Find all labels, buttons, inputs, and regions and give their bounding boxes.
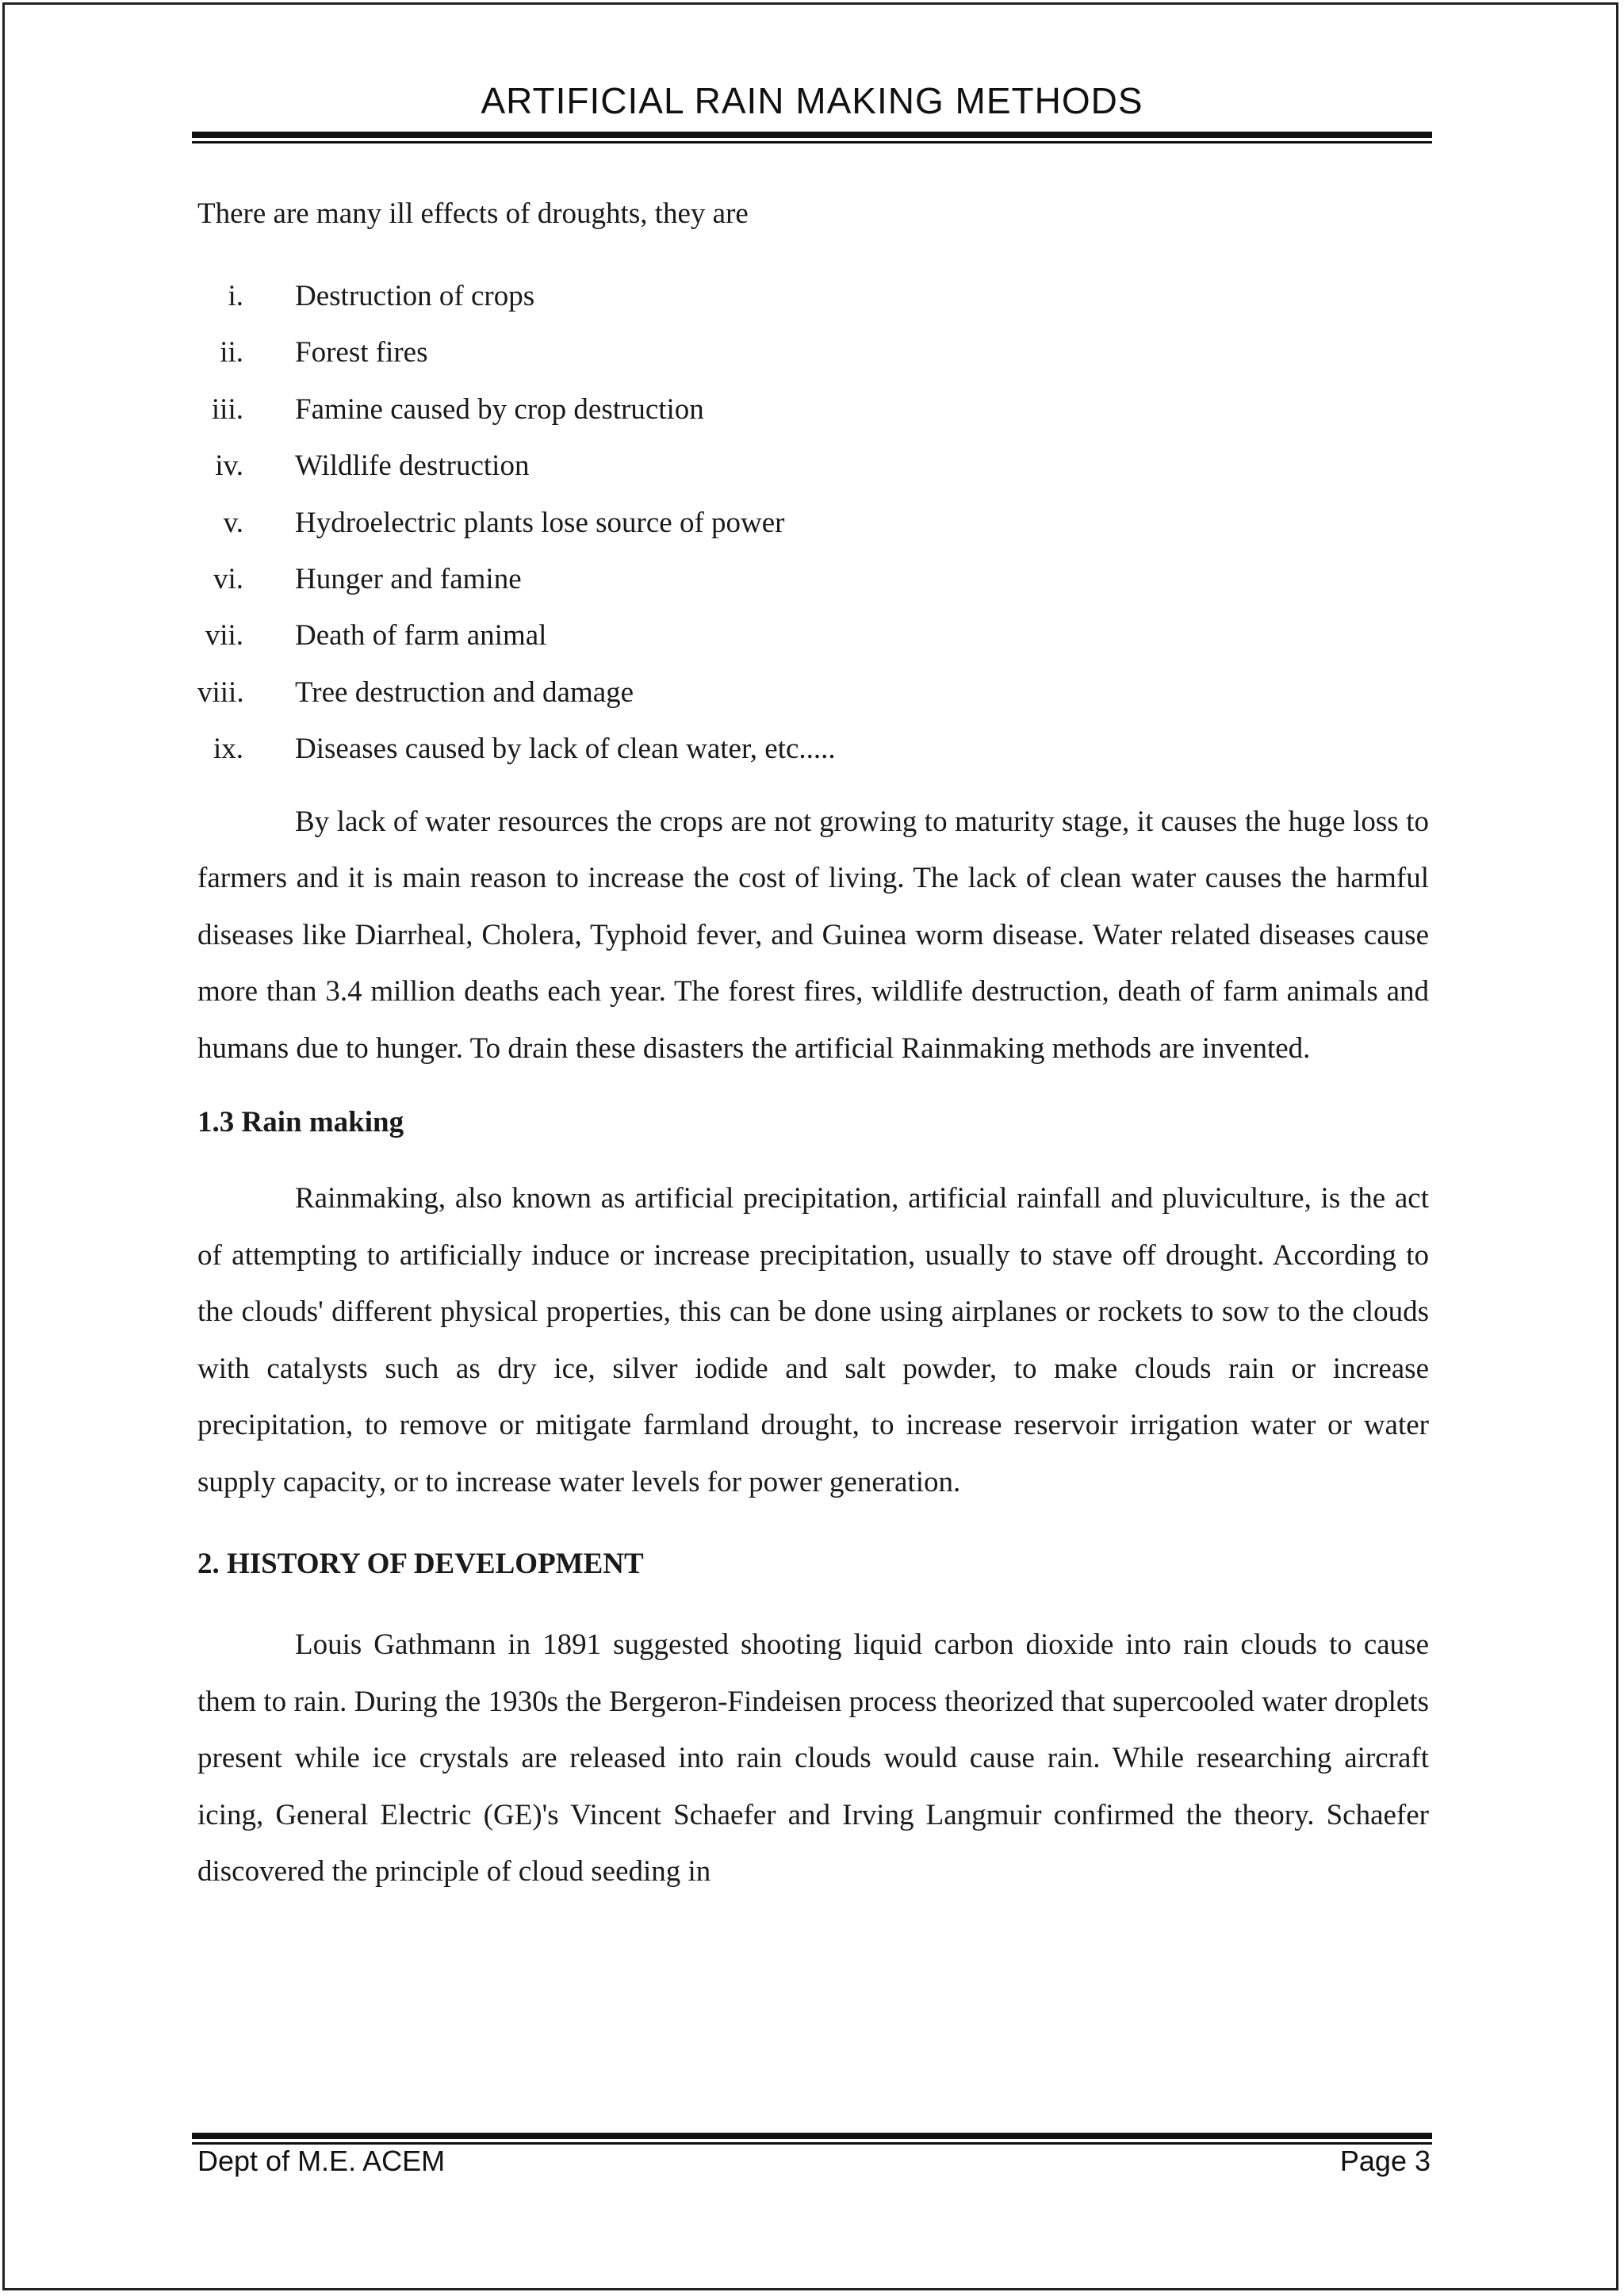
body-paragraph-drought-impact: By lack of water resources the crops are not growing to maturity stage, it causes the huge loss to farmers and it is main reason to increase the cost of living. The lack of clean water causes the harmful diseases like Diarrheal, Cholera, Typhoid fever, and Guinea worm disease. Water related diseases cause more than 3.4 million deaths each year. The forest fires, wildlife destruction, death of farm animals and humans due to hunger. To drain these disasters the artificial Rainmaking methods are invented. bbox=[197, 805, 1429, 1065]
list-item bbox=[197, 329, 1429, 385]
list-item bbox=[197, 442, 1429, 499]
header-rule-thin bbox=[192, 141, 1432, 144]
list-item-number: vii. bbox=[205, 619, 243, 652]
list-item bbox=[197, 725, 1429, 782]
list-item-number: ii. bbox=[220, 336, 243, 369]
list-item-text: Destruction of crops bbox=[295, 280, 535, 312]
list-item bbox=[197, 273, 1429, 329]
list-item bbox=[197, 499, 1429, 556]
section-heading-rain-making: 1.3 Rain making bbox=[197, 1106, 404, 1139]
page-header-title: ARTIFICIAL RAIN MAKING METHODS bbox=[481, 80, 1143, 121]
list-item-text: Death of farm animal bbox=[295, 619, 547, 652]
list-item-text: Wildlife destruction bbox=[295, 450, 530, 483]
list-item bbox=[197, 612, 1429, 668]
list-item-number: ix. bbox=[213, 733, 243, 766]
footer-department: Dept of M.E. ACEM bbox=[197, 2145, 446, 2177]
list-item-text: Famine caused by crop destruction bbox=[295, 392, 704, 426]
list-item-text: Hydroelectric plants lose source of power bbox=[295, 506, 785, 539]
list-item-number: i. bbox=[228, 280, 243, 312]
list-item-text: Hunger and famine bbox=[295, 562, 522, 595]
footer-rule-thick bbox=[192, 2133, 1432, 2139]
list-item-text: Diseases caused by lack of clean water, etc..... bbox=[295, 733, 836, 766]
body-paragraph-rain-making: Rainmaking, also known as artificial precipitation, artificial rainfall and pluviculture, is the act of attempting to artificially induce or increase precipitation, usually to stave off drought. According to the clouds' different physical properties, this can be done using airplanes or rockets to sow to the clouds with catalysts such as dry ice, silver iodide and salt powder, to make clouds rain or increase precipitation, to remove or mitigate farmland drought, to increase reservoir irrigation water or water supply capacity, or to increase water levels for power generation. bbox=[197, 1182, 1429, 1498]
list-item-number: vi. bbox=[213, 562, 243, 595]
document-body bbox=[197, 190, 1429, 1900]
list-item bbox=[197, 386, 1429, 442]
list-item-number: v. bbox=[223, 506, 243, 539]
body-paragraph-history: Louis Gathmann in 1891 suggested shooting liquid carbon dioxide into rain clouds to cause them to rain. During the 1930s the Bergeron-Findeisen process theorized that supercooled water droplets present while ice crystals are released into rain clouds would cause rain. While researching aircraft icing, General Electric (GE)'s Vincent Schaefer and Irving Langmuir confirmed the theory. Schaefer discovered the principle of cloud seeding in bbox=[197, 1628, 1429, 1888]
list-item bbox=[197, 669, 1429, 725]
drought-effects-list bbox=[197, 273, 1429, 783]
section-heading-history: 2. HISTORY OF DEVELOPMENT bbox=[197, 1548, 644, 1581]
list-item-number: iv. bbox=[215, 450, 243, 483]
header-rule-thick bbox=[192, 132, 1432, 138]
intro-text: There are many ill effects of droughts, they are bbox=[197, 197, 749, 230]
list-item-text: Tree destruction and damage bbox=[295, 675, 634, 709]
list-item-number: iii. bbox=[211, 392, 243, 426]
footer-page-number: Page 3 bbox=[1339, 2145, 1431, 2177]
list-item bbox=[197, 556, 1429, 612]
list-item-number: viii. bbox=[197, 675, 244, 709]
list-item-text: Forest fires bbox=[295, 336, 428, 369]
